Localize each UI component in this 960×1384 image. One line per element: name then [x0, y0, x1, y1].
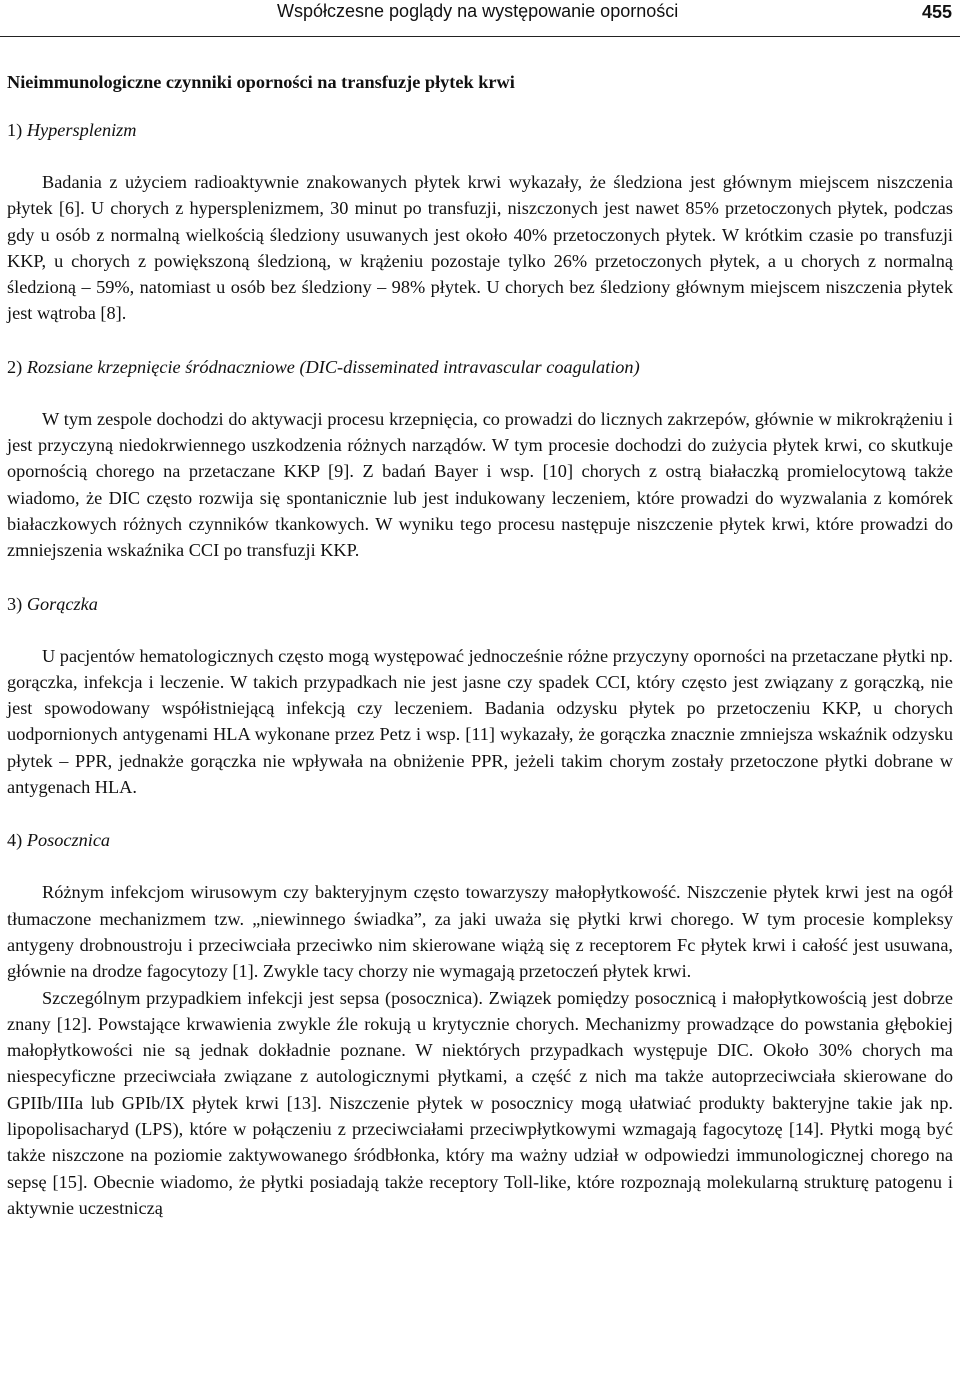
subsection-name: Hypersplenizm: [26, 120, 137, 140]
paragraph: Badania z użyciem radioaktywnie znakowanych płytek krwi wykazały, że śledziona jest głównym miejscem niszczenia płytek [6]. U chorych z hypersplenizmem, 30 minut po transfuzji, niszczonych jest nawet 85% przetoczonych płytek, podczas gdy u osób z normalną wielkością śledziony usuwanych jest około 40% przetoczonych płytek. W krótkim czasie po transfuzji KKP, u chorych z powiększoną śledzioną, w krążeniu pozostaje tylko 26% przetoczonych płytek, a u chorych z normalną śledzioną – 59%, natomiast u osób bez śledziony – 98% płytek. U chorych bez śledziony głównym miejscem niszczenia płytek jest wątroba [8].: [7, 172, 953, 324]
spacer: [7, 800, 953, 827]
running-title: Współczesne poglądy na występowanie oporności: [277, 1, 679, 21]
paragraph: Szczególnym przypadkiem infekcji jest sepsa (posocznica). Związek pomiędzy posocznicą i małopłytkowością jest dobrze znany [12]. Powstające krwawienia zwykle źle rokują u krytycznie chorych. Mechanizmy prowadzące do powstania głębokiej małopłytkowości nie są jednak dokładnie poznane. W niektórych przypadkach występuje DIC. Około 30% chorych ma niespecyficzne przeciwciała związane z autologicznymi płytkami, a część z nich ma także autoprzeciwciała skierowane do GPIIb/IIIa lub GPIb/IX płytek krwi [13]. Niszczenie płytek w posocznicy mogą ułatwiać produkty bakteryjne takie jak np. lipopolisacharyd (LPS), które w połączeniu z przeciwciałami przeciwpłytkowymi wzmagają fagocytozę [14]. Płytki mogą być także niszczone na poziomie zaktywowanego śródbłonka, który ma ważny udział w odpowiedzi immunologicznej chorego na sepsę [15]. Obecnie wiadomo, że płytki posiadają także receptory Toll-like, które rozpoznają molekularną strukturę patogenu i aktywnie uczestniczą: [7, 987, 953, 1218]
paragraph: W tym zespole dochodzi do aktywacji procesu krzepnięcia, co prowadzi do licznych zakrzepów, głównie w mikrokrążeniu i jest przyczyną niedokrwiennego uszkodzenia różnych narządów. W tym procesie dochodzi do zużycia płytek krwi, co skutkuje opornością chorego na przetaczane KKP [9]. Z badań Bayer i wsp. [10] chorych z ostrą białaczką promielocytową także wiadomo, że DIC często rozwija się spontanicznie lub jest indukowany leczeniem, które prowadzi do wyzwalania z komórek białaczkowych różnych czynników tkankowych. W wyniku tego procesu następuje niszczenie płytek krwi, które prowadzi do zmniejszenia wskaźnika CCI po transfuzji KKP.: [7, 408, 953, 561]
subsection-heading-dic: [7, 354, 953, 380]
subsection-name: Gorączka: [26, 593, 98, 614]
subsection-heading-hypersplenizm: [7, 117, 953, 143]
spacer: [7, 327, 953, 354]
subsection-number: 3): [7, 593, 23, 614]
running-header: [0, 0, 960, 37]
subsection-name: Rozsiane krzepnięcie śródnaczniowe (DIC-disseminated intravascular coagulation): [26, 356, 640, 377]
paragraph: U pacjentów hematologicznych często mogą występować jednocześnie różne przyczyny oporności na przetaczane płytki np. gorączka, infekcja i leczenie. W takich przypadkach nie jest jasne czy spadek CCI, który często jest związany z gorączką, nie jest spowodowany współistniejącą infekcją czy leczeniem. Badania odzysku płytek po przetoczeniu KKP, u chorych uodpornionych antygenami HLA wykonane przez Petz i wsp. [11] wykazały, że gorączka znacznie zmniejsza wskaźnik odzysku płytek – PPR, jednakże gorączka nie wpływała na obniżenie PPR, jeżeli takim chorym zostały przetoczone płytki dobrane w antygenach HLA.: [7, 645, 953, 798]
subsection-heading-goraczka: [7, 591, 953, 617]
subsection-number: 2): [7, 356, 23, 377]
subsection-heading-posocznica: [7, 827, 953, 853]
subsection-number: 4): [7, 830, 23, 851]
section-title: Nieimmunologiczne czynniki oporności na transfuzje płytek krwi: [7, 72, 515, 92]
paragraph: Różnym infekcjom wirusowym czy bakteryjnym często towarzyszy małopłytkowość. Niszczenie płytek krwi jest na ogół tłumaczone mechanizmem tzw. „niewinnego świadka”, za jaki uważa się płytki krwi chorego. W tym procesie kompleksy antygeny drobnoustroju i przeciwciała przeciwko nim skierowane wiążą się z receptorem Fc płytek krwi i całość jest usuwana, głównie na drodze fagocytozy [1]. Zwykle tacy chorzy nie wymagają przetoczeń płytek krwi.: [7, 882, 953, 982]
spacer: [7, 564, 953, 591]
article-body: [7, 65, 953, 1221]
subsection-name: Posocznica: [26, 830, 111, 851]
subsection-number: 1): [7, 120, 23, 140]
page-number: 455: [921, 2, 952, 22]
